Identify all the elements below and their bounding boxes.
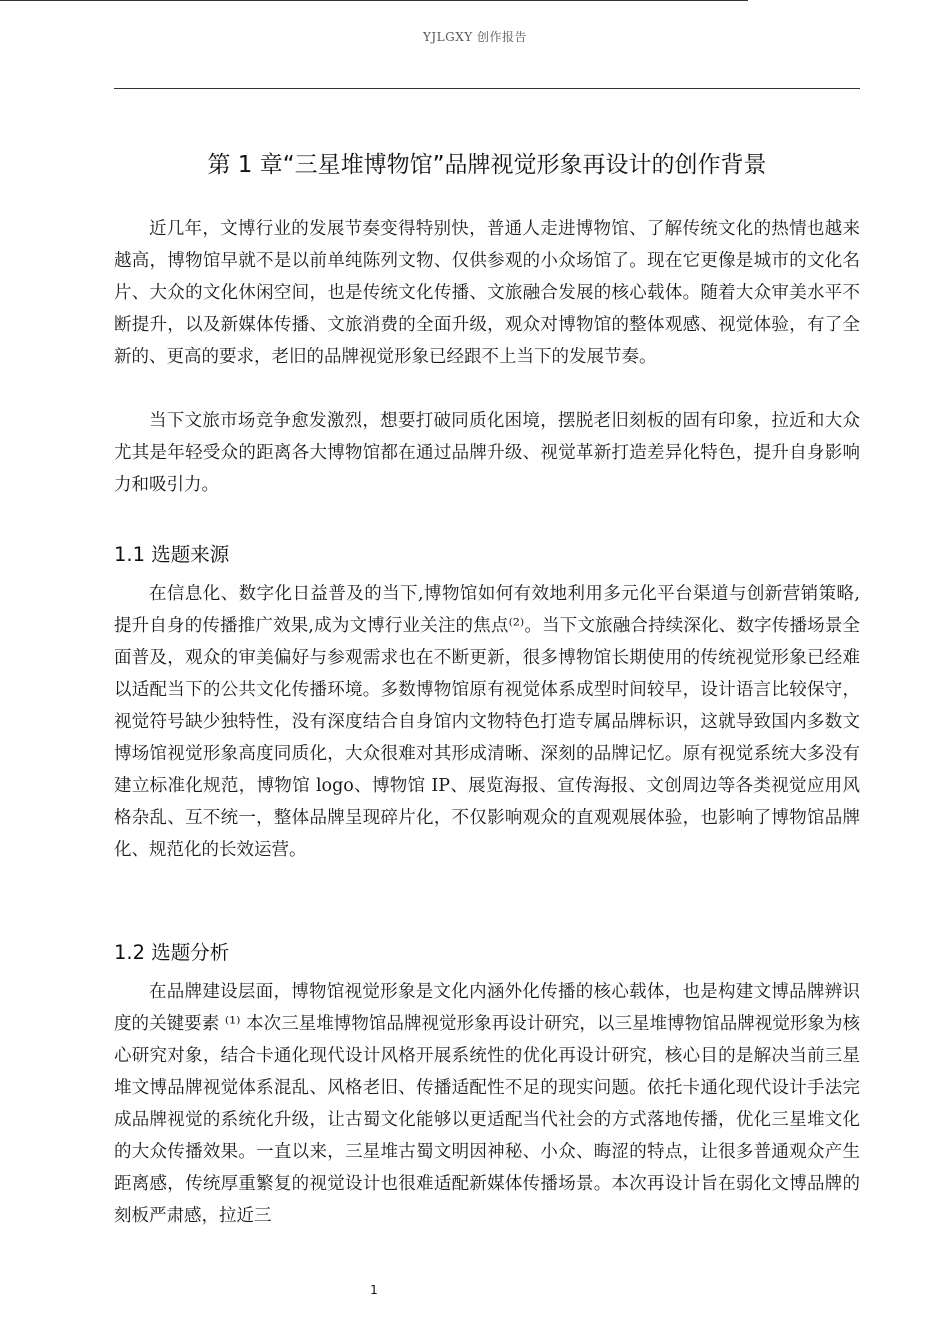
top-border-line xyxy=(0,0,748,1)
page-number: 1 xyxy=(370,1283,378,1297)
chapter-title: 第 1 章“三星堆博物馆”品牌视觉形象再设计的创作背景 xyxy=(207,152,767,178)
chapter-intro-paragraph-2: 当下文旅市场竞争愈发激烈，想要打破同质化困境，摆脱老旧刻板的固有印象，拉近和大众尤其是年轻受众的距离各大博物馆都在通过品牌升级、视觉革新打造差异化特色，提升自身影响力和吸引力。 xyxy=(114,411,860,495)
section-heading-1-2: 1.2 选题分析 xyxy=(114,941,230,964)
section-heading-1-1: 1.1 选题来源 xyxy=(114,543,230,566)
header-divider xyxy=(114,88,860,89)
running-header: YJLGXY 创作报告 xyxy=(422,30,528,44)
section-1-2-paragraph: 在品牌建设层面，博物馆视觉形象是文化内涵外化传播的核心载体，也是构建文博品牌辨识度的关键要素 ⁽¹⁾ 本次三星堆博物馆品牌视觉形象再设计研究，以三星堆博物馆品牌视觉形象为核心研究对象，结合卡通化现代设计风格开展系统性的优化再设计研究，核心目的是解决当前三星堆文博品牌视觉体系混乱、风格老旧、传播适配性不足的现实问题。依托卡通化现代设计手法完成品牌视觉的系统化升级，让古蜀文化能够以更适配当代社会的方式落地传播，优化三星堆文化的大众传播效果。一直以来，三星堆古蜀文明因神秘、小众、晦涩的特点，让很多普通观众产生距离感，传统厚重繁复的视觉设计也很难适配新媒体传播场景。本次再设计旨在弱化文博品牌的刻板严肃感，拉近三 xyxy=(114,982,860,1226)
section-1-1-paragraph: 在信息化、数字化日益普及的当下,博物馆如何有效地利用多元化平台渠道与创新营销策略,提升自身的传播推广效果,成为文博行业关注的焦点⁽²⁾。当下文旅融合持续深化、数字传播场景全面普及，观众的审美偏好与参观需求也在不断更新，很多博物馆长期使用的传统视觉形象已经难以适配当下的公共文化传播环境。多数博物馆原有视觉体系成型时间较早，设计语言比较保守，视觉符号缺少独特性，没有深度结合自身馆内文物特色打造专属品牌标识，这就导致国内多数文博场馆视觉形象高度同质化，大众很难对其形成清晰、深刻的品牌记忆。原有视觉系统大多没有建立标准化规范，博物馆 logo、博物馆 IP、展览海报、宣传海报、文创周边等各类视觉应用风格杂乱、互不统一，整体品牌呈现碎片化，不仅影响观众的直观观展体验，也影响了博物馆品牌化、规范化的长效运营。 xyxy=(114,584,860,860)
chapter-intro-paragraph-1: 近几年，文博行业的发展节奏变得特别快，普通人走进博物馆、了解传统文化的热情也越来越高，博物馆早就不是以前单纯陈列文物、仅供参观的小众场馆了。现在它更像是城市的文化名片、大众的文化休闲空间，也是传统文化传播、文旅融合发展的核心载体。随着大众审美水平不断提升，以及新媒体传播、文旅消费的全面升级，观众对博物馆的整体观感、视觉体验，有了全新的、更高的要求，老旧的品牌视觉形象已经跟不上当下的发展节奏。 xyxy=(114,219,860,367)
